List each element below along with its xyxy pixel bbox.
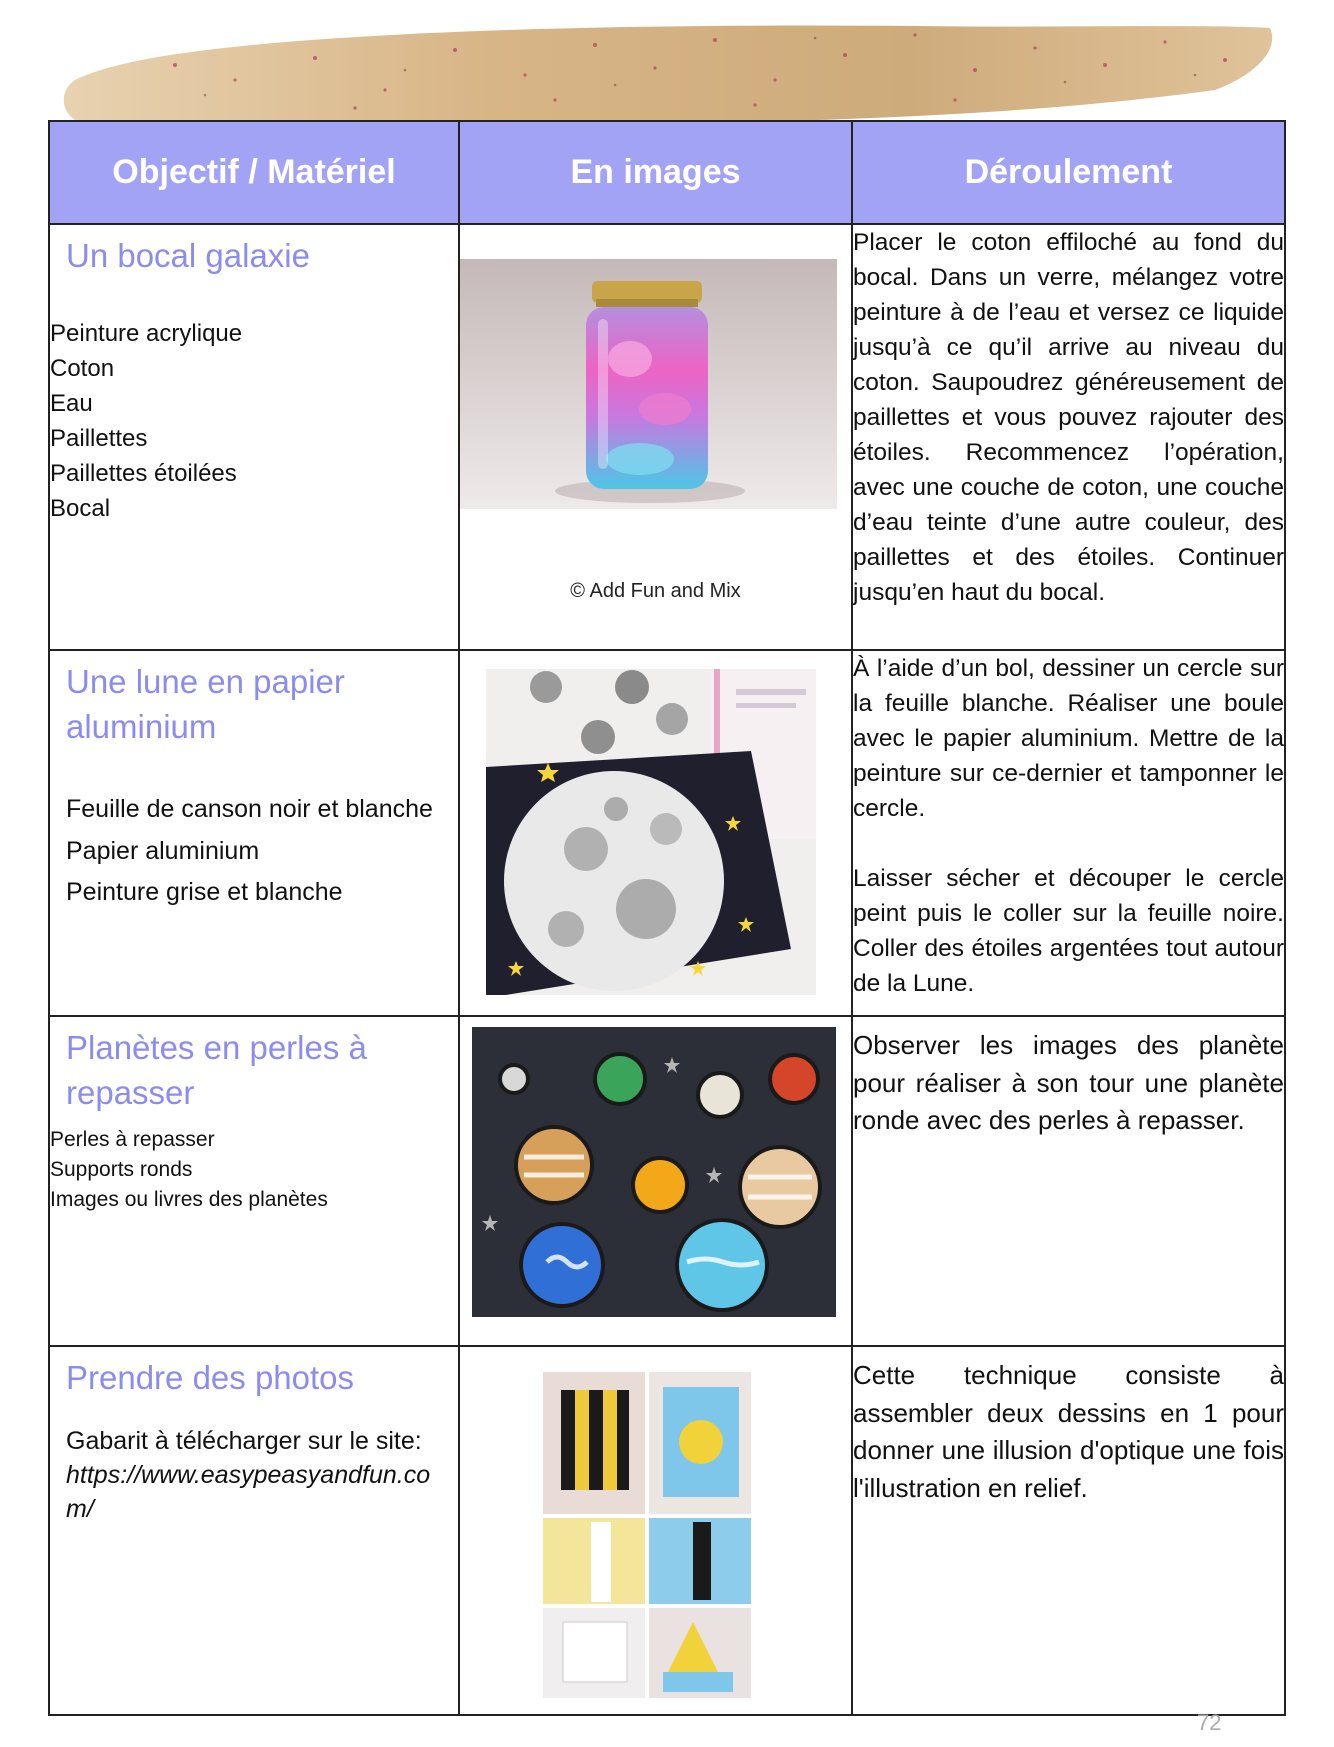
steps-cell — [852, 1016, 1285, 1346]
material-item: Eau — [50, 390, 93, 417]
material-item: Images ou livres des planètes — [50, 1188, 328, 1211]
material-item: Perles à repasser — [50, 1128, 215, 1151]
table-row — [49, 650, 1285, 1016]
table-row — [49, 1016, 1285, 1346]
header-deroulement: Déroulement — [852, 121, 1285, 224]
activity-title: Une lune en papier aluminium — [66, 663, 345, 745]
materials-cell — [49, 1016, 459, 1346]
activity-title: Planètes en perles à repasser — [66, 1029, 367, 1111]
activity-title: Prendre des photos — [66, 1359, 355, 1396]
material-item: Peinture acrylique — [50, 320, 243, 347]
table-header-row — [49, 121, 1285, 224]
step-paragraph: Observer les images des planète pour réaliser à son tour une planète ronde avec des perles à repasser. — [853, 1030, 1284, 1135]
materials-list — [50, 1125, 458, 1215]
step-paragraph: Cette technique consiste à assembler deux dessins en 1 pour donner une illusion d'optique une fois l'illustration en relief. — [853, 1360, 1284, 1503]
material-item: Supports ronds — [50, 1158, 193, 1181]
material-item: Paillettes étoilées — [50, 460, 237, 487]
material-item: Paillettes — [50, 425, 148, 452]
page-number: 72 — [1197, 1710, 1222, 1735]
header-images: En images — [459, 121, 852, 224]
steps-cell — [852, 650, 1285, 1016]
image-cell — [459, 1016, 852, 1346]
image-cell — [459, 224, 852, 650]
steps-cell — [852, 224, 1285, 650]
header-objectif: Objectif / Matériel — [49, 121, 459, 224]
material-item: Gabarit à télécharger sur le site: — [66, 1427, 422, 1455]
activity-title: Un bocal galaxie — [66, 237, 310, 274]
table-row — [49, 224, 1285, 650]
bead-planets-photo — [472, 1027, 836, 1317]
materials-cell — [49, 224, 459, 650]
material-item: Coton — [50, 355, 115, 382]
image-credit: © Add Fun and Mix — [570, 580, 741, 602]
materials-list — [50, 1424, 458, 1526]
activities-table — [48, 120, 1286, 1716]
material-item: Feuille de canson noir et blanche — [66, 795, 433, 823]
materials-cell — [49, 1346, 459, 1715]
step-paragraph: Laisser sécher et découper le cercle peint puis le coller sur la feuille noire. Coller des étoiles argentées tout autour de la Lune. — [853, 865, 1284, 997]
image-cell — [459, 650, 852, 1016]
table-row — [49, 1346, 1285, 1715]
material-item: Papier aluminium — [66, 836, 260, 865]
material-item: Peinture grise et blanche — [66, 878, 343, 906]
step-paragraph: Placer le coton effiloché au fond du bocal. Dans un verre, mélangez votre peinture à de l’eau et versez ce liquide jusqu’à ce qu’il arrive au niveau du coton. Saupoudrez généreusement de paillettes et vous pouvez rajouter des étoiles. Recommencez l’opération, avec une couche de coton, une couche d’eau teinte d’une autre couleur, des paillettes et des étoiles. Continuer jusqu’en haut du bocal. — [853, 229, 1284, 606]
material-item: Bocal — [50, 495, 111, 522]
step-paragraph: À l’aide d’un bol, dessiner un cercle sur la feuille blanche. Réaliser une boule avec le papier aluminium. Mettre de la peinture sur ce-dernier et tamponner le cercle. — [853, 655, 1284, 822]
materials-cell — [49, 650, 459, 1016]
paper-moon-photo — [486, 669, 816, 995]
image-cell — [459, 1346, 852, 1715]
template-link[interactable]: https://www.easypeasyandfun.com/ — [66, 1461, 431, 1523]
materials-list — [50, 316, 458, 526]
watercolor-banner — [55, 20, 1295, 125]
optical-illusion-photo — [543, 1372, 751, 1698]
materials-list — [50, 789, 458, 914]
steps-cell — [852, 1346, 1285, 1715]
galaxy-jar-photo — [460, 259, 837, 509]
